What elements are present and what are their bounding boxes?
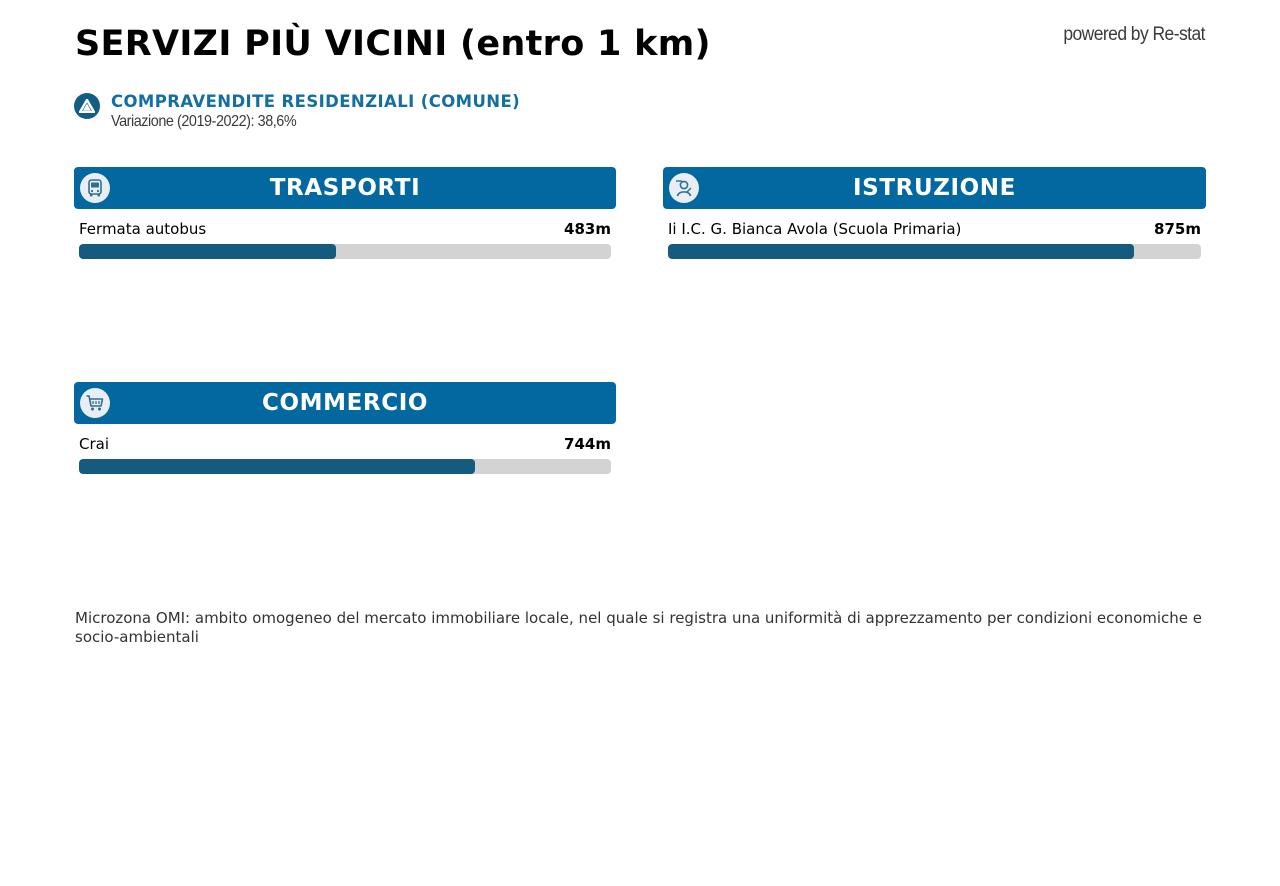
page-title: SERVIZI PIÙ VICINI (entro 1 km) [75,24,711,64]
distance-bar [668,244,1201,259]
distance-bar-fill [79,244,336,259]
section-header [663,167,1206,209]
section-commercio [74,382,616,474]
section-header [74,382,616,424]
list-item [74,219,616,259]
section-title: ISTRUZIONE [853,175,1016,201]
section-title: TRASPORTI [269,175,421,201]
section-title: COMMERCIO [261,390,429,416]
distance-bar [79,459,611,474]
distance-bar [79,244,611,259]
section-trasporti [74,167,616,259]
powered-by-label: powered by Re-stat [1063,24,1205,45]
item-name: Crai [79,435,109,453]
item-distance: 744m [564,435,611,453]
distance-bar-fill [79,459,475,474]
bus-icon [80,173,110,203]
item-name: Fermata autobus [79,220,207,238]
list-item [74,434,616,474]
teacher-icon [669,173,699,203]
section-header [74,167,616,209]
stat-block [74,92,520,131]
footnote: Microzona OMI: ambito omogeneo del mercato immobiliare locale, nel quale si registra una uniformità di apprezzamento per condizioni economiche e socio-ambientali [75,609,1203,646]
triangle-up-icon [74,93,100,119]
shopping-cart-icon [80,388,110,418]
item-name: Ii I.C. G. Bianca Avola (Scuola Primaria) [668,220,962,238]
list-item [663,219,1206,259]
distance-bar-fill [668,244,1134,259]
item-distance: 875m [1154,220,1201,238]
stat-label: COMPRAVENDITE RESIDENZIALI (COMUNE) [111,92,521,111]
item-distance: 483m [564,220,611,238]
section-istruzione [663,167,1206,259]
stat-subtitle: Variazione (2019-2022): 38,6% [111,113,297,130]
